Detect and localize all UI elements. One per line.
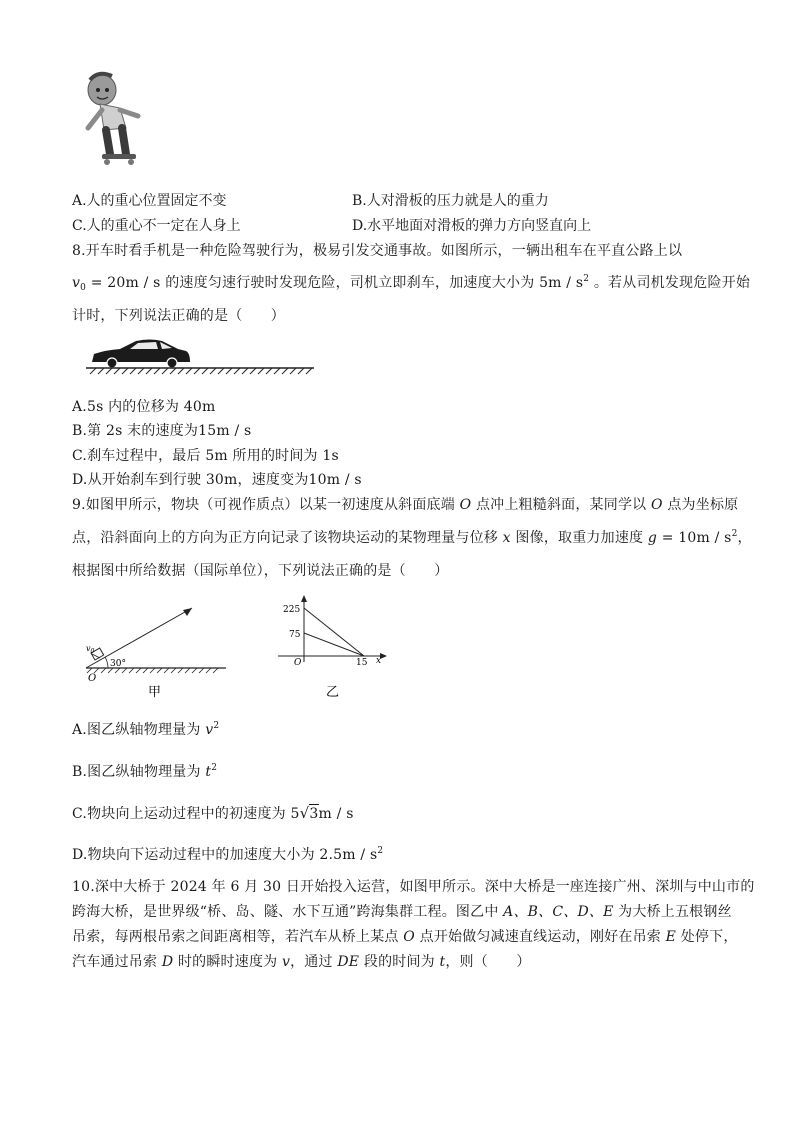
- ground-hatch: [218, 368, 224, 374]
- ground-hatch: [298, 368, 304, 374]
- v0-label: $v_0$: [86, 644, 95, 655]
- ground-hatch: [192, 668, 197, 673]
- graph-figure: [270, 592, 400, 702]
- ground-hatch: [206, 668, 211, 673]
- graph-line-225: [304, 608, 364, 656]
- x-axis-label: x: [376, 656, 382, 666]
- taxi-figure: [86, 336, 316, 376]
- fig-caption-jia: 甲: [148, 685, 162, 700]
- q7-option-c: C.人的重心不一定在人身上: [72, 218, 241, 234]
- ground-hatch: [194, 368, 200, 374]
- ground-hatch: [274, 368, 280, 374]
- q9-line1: 9.如图甲所示，物块（可视作质点）以某一初速度从斜面底端 O 点冲上粗糙斜面，某同学以 O 点为坐标原: [72, 497, 739, 513]
- ground-hatch: [138, 368, 144, 374]
- ground-hatch: [162, 368, 168, 374]
- ground-hatch: [290, 368, 296, 374]
- q10-line2: 跨海大桥，是世界级“桥、岛、隧、水下互通”跨海集群工程。图乙中 A、B、C、D、E 为大桥上五根钢丝: [72, 904, 732, 920]
- incline-figure: [80, 600, 230, 702]
- ground-hatch: [143, 668, 148, 673]
- ground-hatch: [129, 668, 134, 673]
- ground-hatch: [226, 368, 232, 374]
- q10-line1: 10.深中大桥于 2024 年 6 月 30 日开始投入运营，如图甲所示。深中大桥是一座连接广州、深圳与中山市的: [72, 879, 755, 895]
- ground-hatch: [266, 368, 272, 374]
- ground-hatch: [114, 368, 120, 374]
- q7-option-a: A.人的重心位置固定不变: [72, 193, 227, 209]
- ground-hatch: [306, 368, 312, 374]
- incline-origin: O: [88, 673, 97, 684]
- ground-hatch: [282, 368, 288, 374]
- q9-option-b: B.图乙纵轴物理量为 $t^2$: [72, 763, 218, 780]
- ground-hatch: [199, 668, 204, 673]
- graph-line-75: [304, 633, 364, 656]
- ground-hatch: [185, 668, 190, 673]
- tick-75: 75: [289, 630, 301, 640]
- ground-hatch: [90, 368, 96, 374]
- ground-hatch: [170, 368, 176, 374]
- ground-hatch: [106, 368, 112, 374]
- ground-hatch: [98, 368, 104, 374]
- graph-origin: O: [294, 658, 302, 668]
- q9-option-c: C.物块向上运动过程中的初速度为 5√3m / s: [72, 804, 354, 822]
- q9-option-a: A.图乙纵轴物理量为 $v^2$: [72, 721, 220, 738]
- ground-hatch: [234, 368, 240, 374]
- ground-hatch: [213, 668, 218, 673]
- ground-hatch: [122, 368, 128, 374]
- q8-line1: 8.开车时看手机是一种危险驾驶行为，极易引发交通事故。如图所示，一辆出租车在平直公路上以: [72, 243, 683, 259]
- ground-hatch: [242, 368, 248, 374]
- ground-hatch: [154, 368, 160, 374]
- q7-option-d: D.水平地面对滑板的弹力方向竖直向上: [352, 218, 592, 234]
- ground-hatch: [178, 368, 184, 374]
- ground-hatch: [136, 668, 141, 673]
- q10-line4: 汽车通过吊索 D 时的瞬时速度为 v，通过 DE 段的时间为 t，则（ ）: [72, 954, 531, 970]
- q8-option-c: C.刹车过程中，最后 5m 所用的时间为 1s: [72, 448, 339, 464]
- ground-hatch: [250, 368, 256, 374]
- q7-option-b: B.人对滑板的压力就是人的重力: [352, 193, 549, 209]
- angle-label: 30°: [110, 659, 126, 669]
- ground-hatch: [202, 368, 208, 374]
- ground-hatch: [164, 668, 169, 673]
- ground-hatch: [171, 668, 176, 673]
- ground-hatch: [130, 368, 136, 374]
- tick-15: 15: [356, 658, 368, 668]
- q8-option-d: D.从开始刹车到行驶 30m，速度变为10m / s: [72, 472, 362, 488]
- q10-line3: 吊索，每两根吊索之间距离相等，若汽车从桥上某点 O 点开始做匀减速直线运动，刚好在吊索 E 处停下，: [72, 929, 738, 945]
- ground-hatch: [186, 368, 192, 374]
- ground-hatch: [150, 668, 155, 673]
- ground-hatch: [101, 668, 106, 673]
- q9-option-d: D.物块向下运动过程中的加速度大小为 $2.5m / s^2$: [72, 846, 384, 863]
- q8-line3: 计时，下列说法正确的是（ ）: [72, 308, 285, 324]
- skateboarder-figure: [80, 70, 150, 170]
- q9-line3: 根据图中所给数据（国际单位），下列说法正确的是（ ）: [72, 563, 449, 579]
- ground-hatch: [258, 368, 264, 374]
- q8-line2: $v_0 = 20m / s$ 的速度匀速行驶时发现危险，司机立即刹车，加速度大小为 $5m / s^2$ 。若从司机发现危险开始: [72, 274, 751, 293]
- ground-hatch: [146, 368, 152, 374]
- fig-caption-yi: 乙: [326, 685, 340, 700]
- q8-option-a: A.5s 内的位移为 40m: [72, 399, 216, 415]
- ground-hatch: [210, 368, 216, 374]
- q9-line2: 点，沿斜面向上的方向为正方向记录了该物块运动的某物理量与位移 x 图像，取重力加速度 $g = 10m / s^2$，: [72, 529, 752, 546]
- tick-225: 225: [283, 605, 301, 615]
- q8-option-b: B.第 2s 末的速度为15m / s: [72, 423, 252, 439]
- ground-hatch: [157, 668, 162, 673]
- ground-hatch: [178, 668, 183, 673]
